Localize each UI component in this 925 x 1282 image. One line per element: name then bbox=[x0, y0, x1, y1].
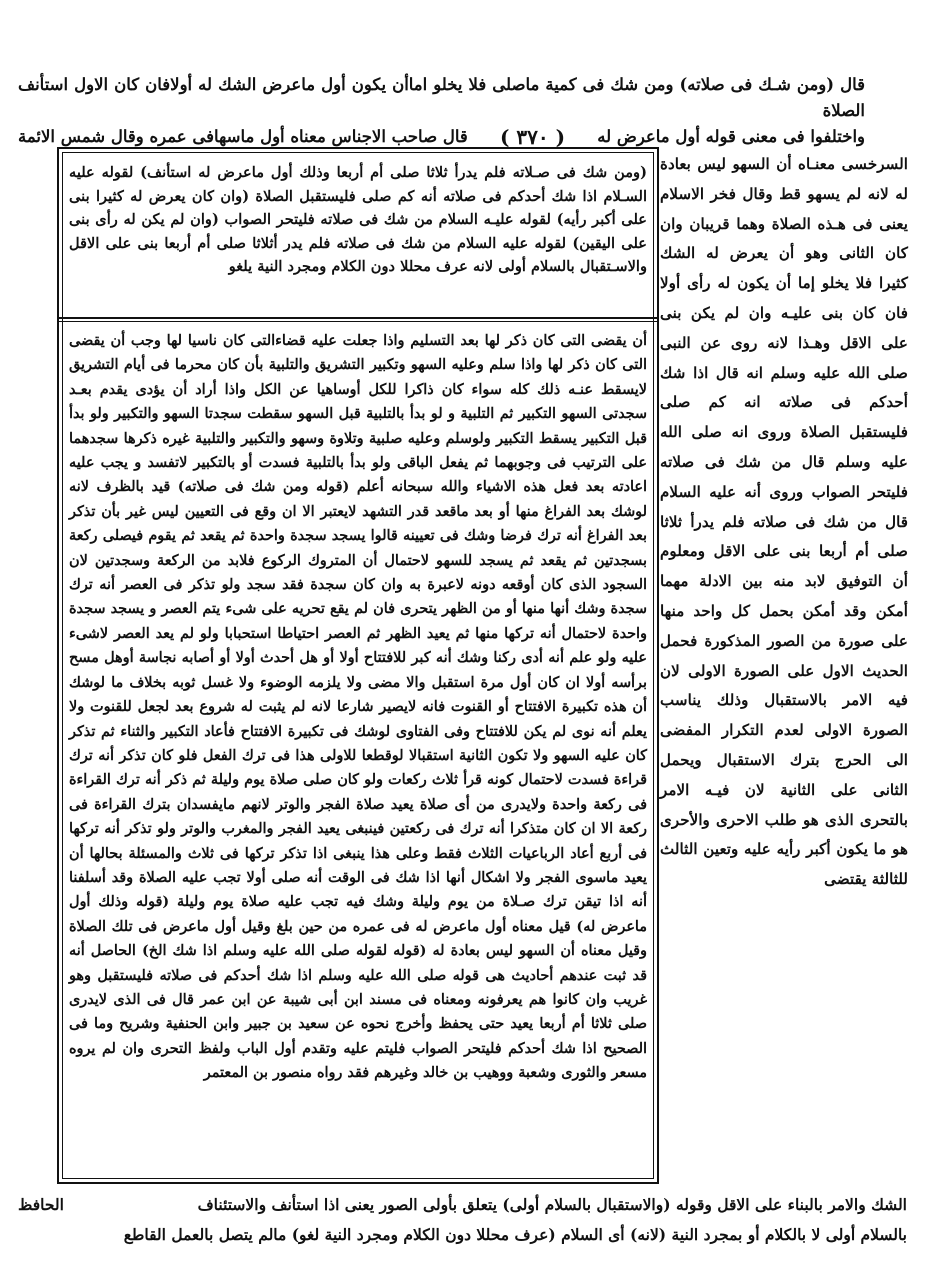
main-text-frame bbox=[57, 147, 659, 1184]
header-line-2-right: واختلفوا فى معنى قوله أول ماعرض له bbox=[597, 127, 865, 146]
sharh-commentary: أن يقضى التى كان ذكر لها بعد التسليم واذا جعلت عليه قضاءالتى كان ناسيا لها وجب أن يقضى التى كان ذكر لها واذا سلم وعليه السهو وتكبير التشريق والتلبية بأن كان محرما فى أيام التشريق لايسقط عنـه ذلك كله سواء كان ذاكرا للكل أوساهيا عن الكل واذا أراد أن يؤدى يقدم بعـد سجدتى السهو التكبير ثم التلبية و لو بدأ بالتلبية قبل السهو سقطت سجدتا السهو والتكبير ولو بدأ قبل التكبير يسقط التكبير ولوسلم وعليه صلبية وتلاوة وسهو والتكبير والتلبية غيره ذكرها سجدهما على الترتيب فى وجوبهما ثم يفعل الباقى ولو بدأ بالتلبية فسدت أو بالتكبير لاتفسد و يجب عليه اعادته بعد فعل هذه الاشياء والله سبحانه أعلم (قوله ومن شك فى صلاته) قيد بالظرف لانه لوشك بعد الفراغ منها أو بعد ماقعد قدر التشهد لايعتبر الا ان وقع فى التعيين ليس غير بأن تذكر بعد الفراغ أنه ترك فرضا وشك فى تعيينه قالوا يسجد سجدة واحدة ثم يقعد ثم يقوم فيصلى ركعة بسجدتين ثم يقعد ثم يسجد للسهو لاحتمال أن المتروك الركوع فلابد من الركعة وسجدتين لان السجود الذى كان أوقعه دونه لاعبرة به وان كان سجدة فقد سجد ولو تذكر فى العصر أنه ترك سجدة وشك أنها منها أو من الظهر يتحرى فان لم يقع تحريه على شىء يتم العصر و يسجد سجدة واحدة لاحتمال أنه تركها منها ثم يعيد الظهر ثم العصر احتياطا استحبابا ولو لم يعد العصر لاشىء عليه ولو علم أنه أدى ركنا وشك أنه كبر للافتتاح أولا أو هل أحدث أولا أو أصابه نجاسة أوهل مسح برأسه أولا ان كان أول مرة استقبل والا مضى ولا يلزمه الوضوء ولا غسل ثوبه بخلاف ما لوشك أن هذه تكبيرة الافتتاح أو القنوت فانه لايصير شارعا لانه لم يثبت له شروع بعد لجعل للقنوت ولا يعلم أنه نوى لم يكن للافتتاح وفى الفتاوى لوشك فى تكبيرة الافتتاح فأعاد التكبير والثناء ثم تذكر كان عليه السهو ولا تكون الثانية استقبالا لوقطعا للاولى هذا فى ترك الفعل فلو كان تذكر أنه ترك قراءة فسدت لاحتمال كونه قرأ ثلاث ركعات ولو كان صلى صلاة يوم وليلة ثم ذكر أنه ترك القراءة فى ركعة واحدة ولايدرى من أى صلاة يعيد صلاة الفجر والوتر لانهم مايفسدان بترك القراءة فى ركعة الا ان كان متذكرا أنه ترك فى ركعتين فينبغى يعيد الفجر والمغرب والوتر ولو تذكر أنه تركها فى أربع أعاد الرباعيات الثلاث فقط وعلى هذا ينبغى اذا تذكر تركها فى ثلاث والمسئلة بحالها أن يعيد ماسوى الفجر ولا اشكال أنها اذا شك فى الوقت أنه صلى أولا تجب عليه الصلاة وقد أسلفنا أنه اذا تيقن ترك صـلاة من يوم وليلة وشك فيه تجب عليه صلاة يوم وليلة (قوله وذلك أول ماعرض له) قيل معناه أول ماعرض له فى عمره من حين بلغ وقيل أول ماعرض فى تلك الصلاة وقيل معناه أن السهو ليس بعادة له (قوله لقوله صلى الله عليه وسلم اذا شك الخ) الحاصل أنه قد ثبت عندهم أحاديث هى قوله صلى الله عليه وسلم اذا شك أحدكم فى صلاته فليستقبل وهو غريب وان كانوا هم يعرفونه ومعناه فى مسند ابن أبى شيبة عن ابن عمر قال فى الذى لايدرى صلى ثلاثا أم أربعا يعيد حتى يحفظ وأخرج نحوه عن سعيد بن جبير وابن الحنفية وشريح وما فى الصحيح اذا شك أحدكم فليتحر الصواب فليتم عليه وتقدم أول الباب ولفظ التحرى وان لم يروه مسعر والثورى وشعبة ووهيب بن خالد وغيرهم فقد رواه منصور بن المعتمر bbox=[69, 332, 647, 1082]
page-number: ( ٣٧٠ ) bbox=[499, 125, 566, 149]
page-header bbox=[18, 72, 865, 150]
footer-line-2: بالسلام أولى لا بالكلام أو بمجرد النية (لانه) أى السلام (عرف محللا دون الكلام ومجرد النية لغو) مالم يتصل بالعمل القاطع bbox=[123, 1225, 907, 1244]
section-divider-secondary bbox=[59, 321, 657, 322]
header-line-1: قال (ومن شـك فى صلاته) ومن شك فى كمية ماصلى فلا يخلو اماأن يكون أول ماعرض الشك له أولافان كان الاول استأنف الصلاة bbox=[18, 75, 865, 120]
header-line-2-left: قال صاحب الاجناس معناه أول ماسهافى عمره وقال شمس الائمة bbox=[18, 127, 468, 146]
matn-text: (ومن شك فى صـلاته فلم يدرأ ثلاثا صلى أم أربعا وذلك أول ماعرض له استأنف) لقوله عليه السـلام اذا شك أحدكم فى صلاته أنه كم صلى فليستقبل الصلاة (وان كان يعرض له كثيرا بنى على أكبر رأيه) لقوله عليـه السلام من شك فى صلاته فليتحر الصواب (وان لم يكن له رأى بنى على اليقين) لقوله عليه السلام من شك فى صلاته فلم يدر أثلاثا صلى أم أربعا بنى على الاقل والاسـتقبال بالسلام أولى لانه عرف محللا دون الكلام ومجرد النية يلغو bbox=[69, 164, 647, 275]
page-footer bbox=[18, 1190, 907, 1250]
footer-line-1-right: الشك والامر بالبناء على الاقل وقوله (والاستقبال بالسلام أولى) يتعلق بأولى الصور يعنى اذا استأنف والاستئناف bbox=[197, 1195, 907, 1214]
margin-commentary: السرخسى معنـاه أن السهو ليس بعادة له لانه لم يسهو قط وقال فخر الاسلام يعنى فى هـذه الصلاة وهما قريبان وان كان الثانى وهو أن يعرض له الشك كثيرا فلا يخلو إما أن يكون له رأى أولا فان كان بنى عليـه وان لم يكن بنى على الاقل وهـذا لانه روى عن النبى صلى الله عليه وسلم انه قال اذا شك أحدكم فى صلاته انه كم صلى فليستقبل الصلاة وروى انه صلى الله عليه وسلم قال من شك فى صلاته فليتحر الصواب وروى أنه عليه السلام قال من شك فى صلاته فلم يدرأ ثلاثا صلى أم أربعا بنى على الاقل ومعلوم أن التوفيق لابد منه بين الادلة مهما أمكن وقد أمكن بحمل كل واحد منها على صورة من الصور المذكورة فحمل الحديث الاول على الصورة الاولى لان فيه الامر بالاستقبال وذلك يناسب الصورة الاولى لعدم التكرار المفضى الى الحرج بترك الاستقبال ويحمل الثانى على الثانية لان فيـه الامر بالتحرى الذى هو طلب الاحرى والأحرى هو ما يكون أكبر رأيه عليه وتعين الثالث للثالثة يقتضى bbox=[660, 155, 908, 889]
footer-line-1-left: الحافظ bbox=[18, 1195, 64, 1214]
footer-line-1 bbox=[18, 1190, 907, 1220]
section-divider bbox=[59, 317, 657, 319]
